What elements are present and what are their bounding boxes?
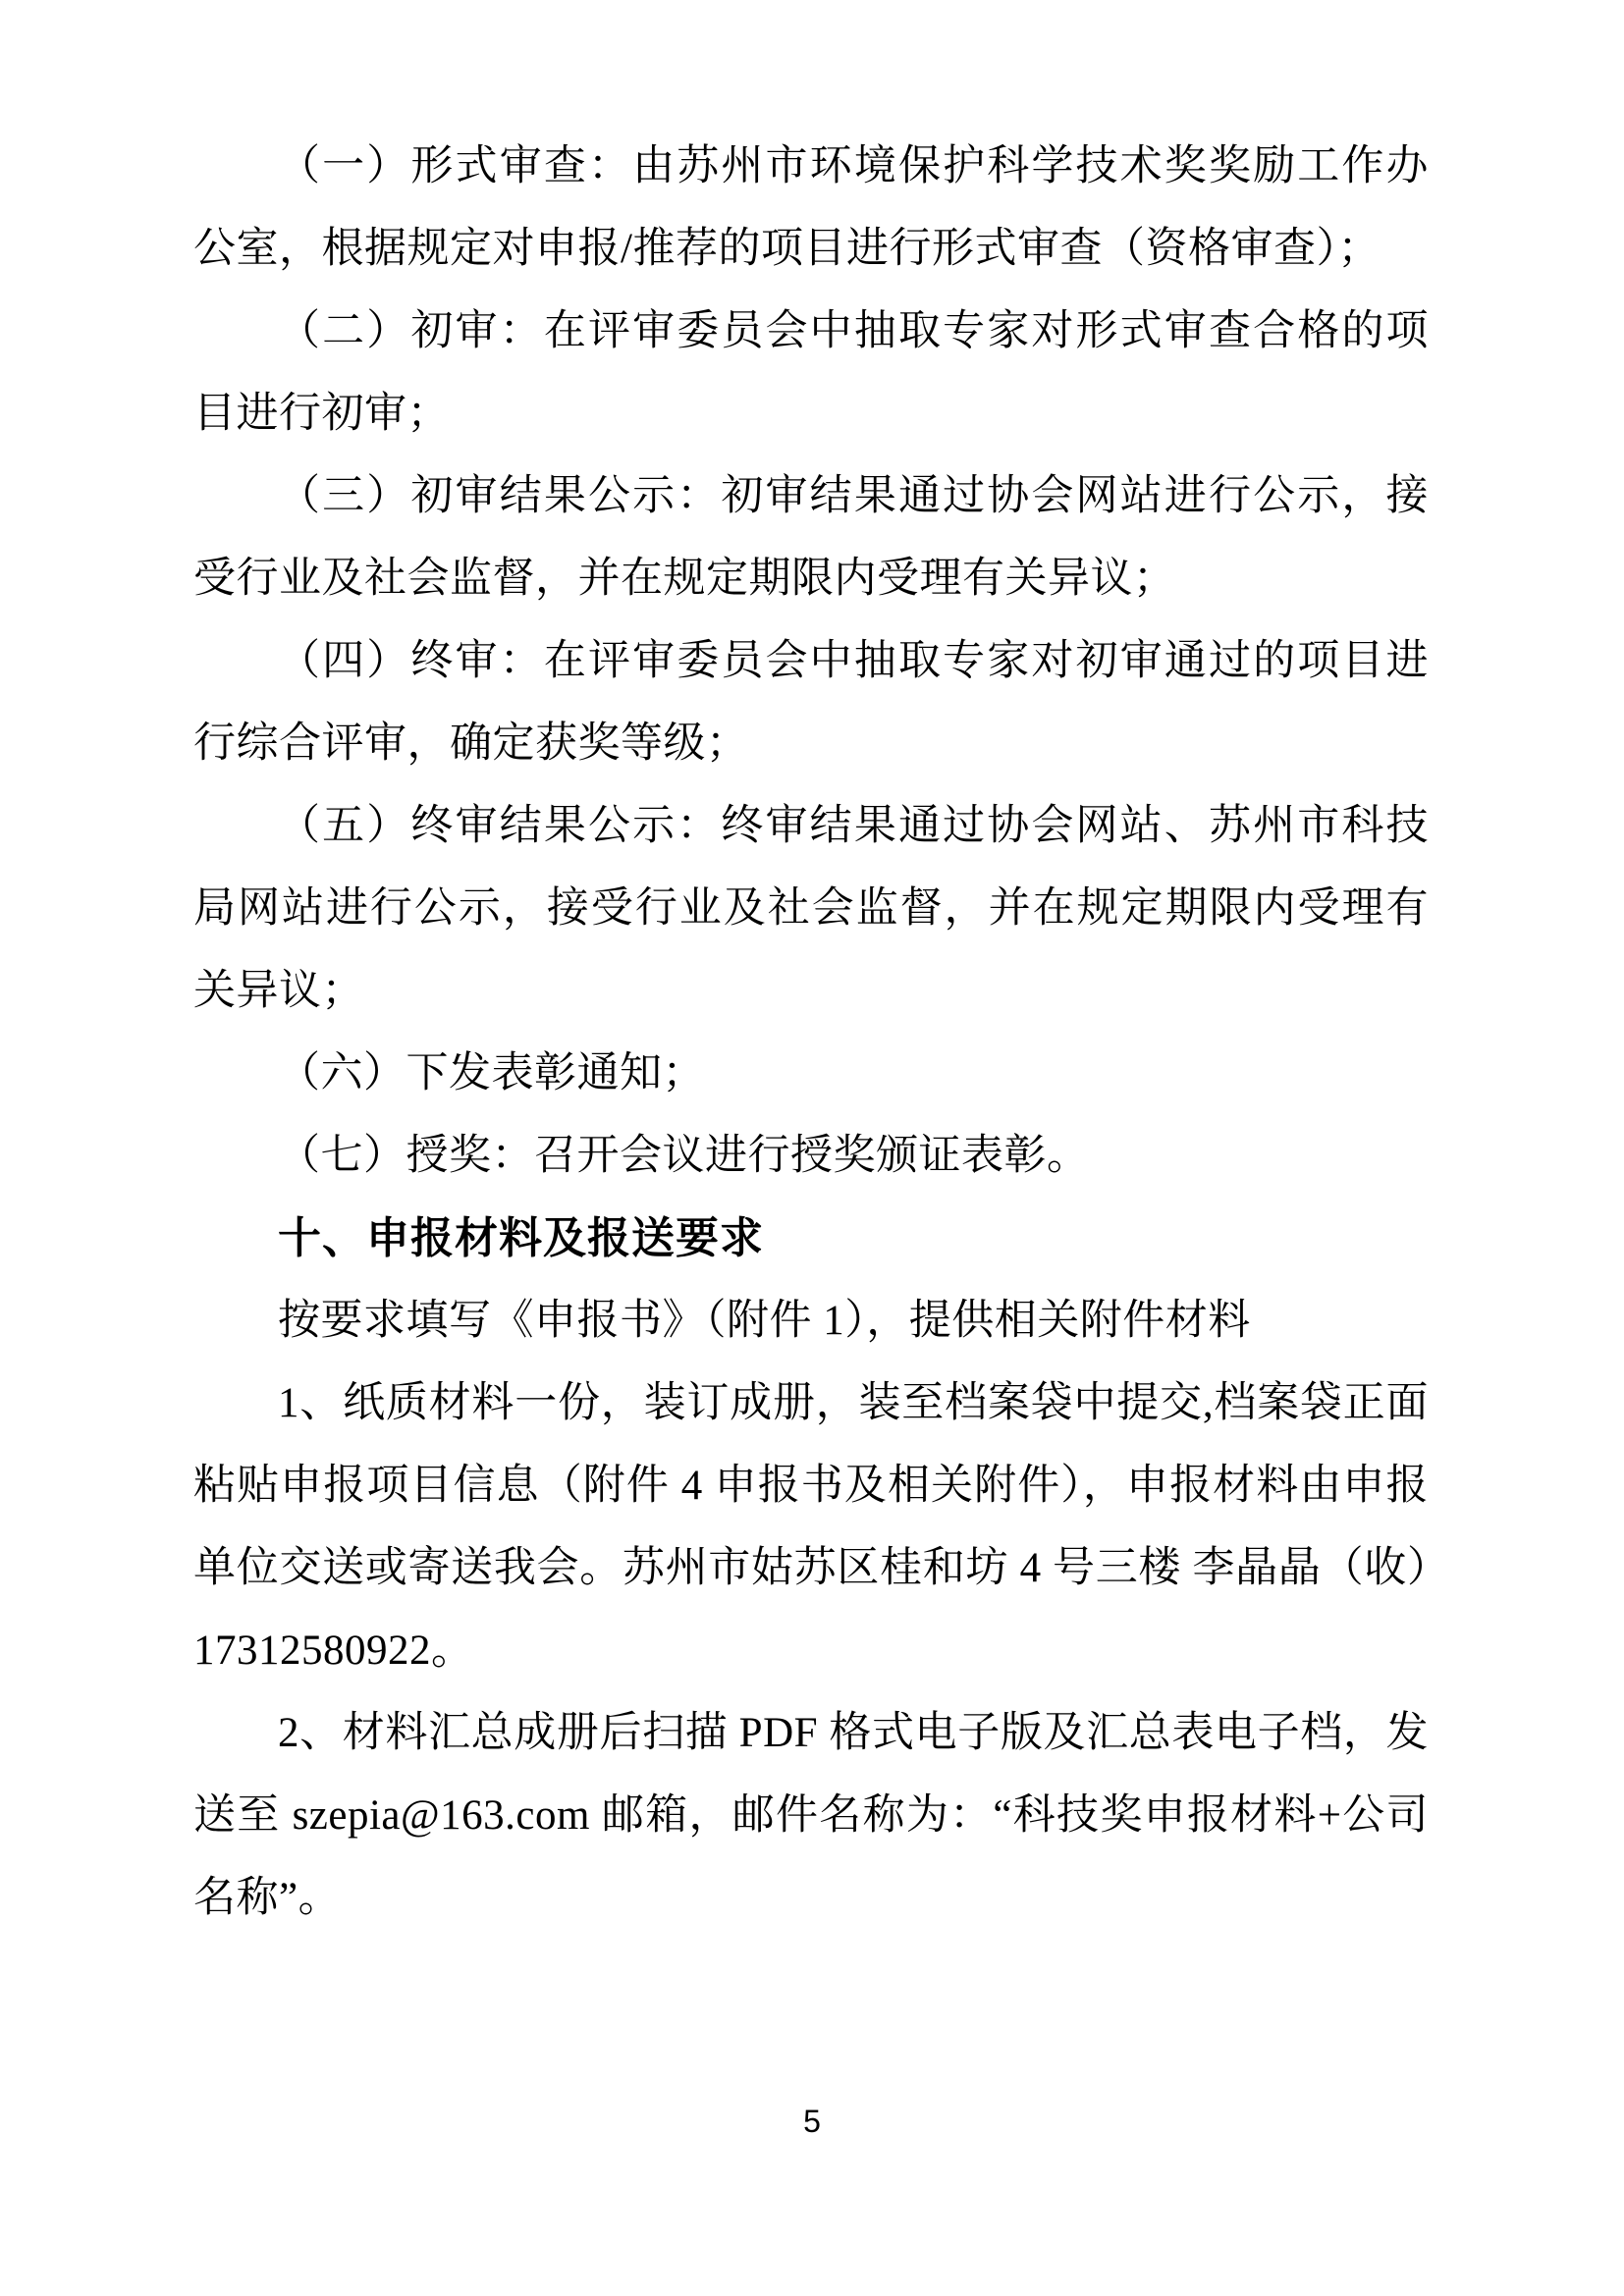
section-heading-submission-requirements: 十、申报材料及报送要求	[278, 1214, 764, 1262]
procedure-item-6: （六）下发表彰通知；	[278, 1050, 705, 1096]
procedure-item-3: （三）初审结果公示：初审结果通过协会网站进行公示，接受行业及社会监督，并在规定期限内受理有关异议；	[193, 473, 1429, 602]
submission-intro: 按要求填写《申报书》（附件 1），提供相关附件材料	[278, 1298, 1251, 1344]
document-body	[193, 126, 1429, 1940]
procedure-item-7: （七）授奖：召开会议进行授奖颁证表彰。	[278, 1133, 1090, 1179]
submission-item-2: 2、材料汇总成册后扫描 PDF 格式电子版及汇总表电子档，发送至 szepia@163.com 邮箱，邮件名称为：“科技奖申报材料+公司名称”。	[193, 1710, 1429, 1921]
page-number: 5	[803, 2104, 821, 2139]
submission-item-1: 1、纸质材料一份，装订成册，装至档案袋中提交,档案袋正面粘贴申报项目信息（附件 4 申报书及相关附件），申报材料由申报单位交送或寄送我会。苏州市姑苏区桂和坊 4 号三楼 李晶晶（收）17312580922。	[193, 1380, 1429, 1674]
procedure-item-4: （四）终审：在评审委员会中抽取专家对初审通过的项目进行综合评审，确定获奖等级；	[193, 638, 1429, 767]
procedure-item-1: （一）形式审查：由苏州市环境保护科学技术奖奖励工作办公室，根据规定对申报/推荐的项目进行形式审查（资格审查）；	[193, 143, 1429, 272]
procedure-item-5: （五）终审结果公示：终审结果通过协会网站、苏州市科技局网站进行公示，接受行业及社会监督，并在规定期限内受理有关异议；	[193, 803, 1429, 1014]
procedure-item-2: （二）初审：在评审委员会中抽取专家对形式审查合格的项目进行初审；	[193, 308, 1429, 437]
